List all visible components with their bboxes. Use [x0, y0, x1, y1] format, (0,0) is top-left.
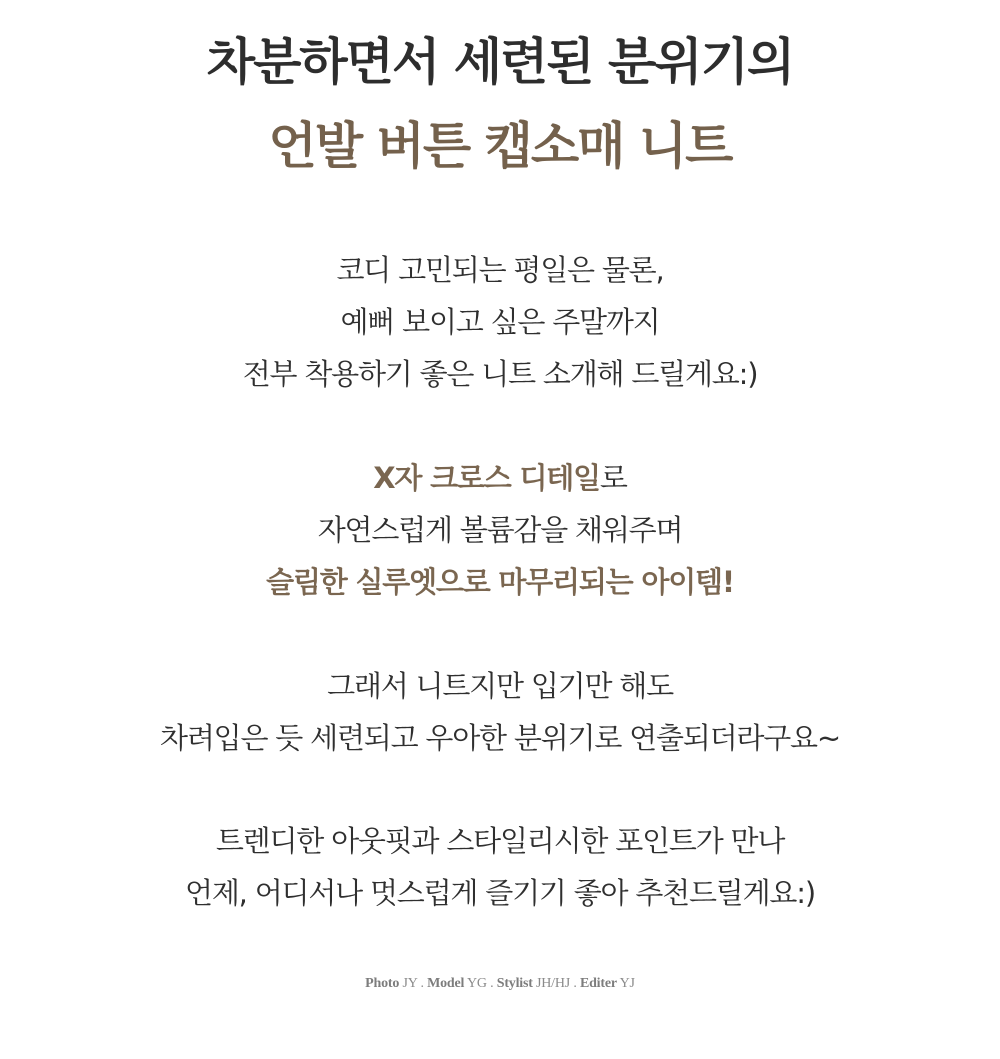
credit-separator: . — [420, 976, 424, 991]
mood-paragraph — [0, 660, 1000, 764]
detail-line — [0, 452, 1000, 504]
credit-model-value: YG — [466, 976, 487, 991]
intro-paragraph — [0, 244, 1000, 400]
headline-primary: 차분하면서 세련된 분위기의 — [206, 33, 794, 91]
detail-accent-text: 슬림한 실루엣으로 마무리되는 아이템! — [266, 565, 734, 599]
credit-model-label: Model — [427, 976, 465, 991]
intro-line: 코디 고민되는 평일은 물론, — [336, 253, 664, 287]
credit-editor-value: YJ — [619, 976, 635, 991]
detail-line: 자연스럽게 볼륨감을 채워주며 — [317, 513, 683, 547]
headline-product-name: 언발 버튼 캡소매 니트 — [268, 117, 732, 175]
detail-line — [0, 556, 1000, 608]
recommend-line: 언제, 어디서나 멋스럽게 즐기기 좋아 추천드릴게요:) — [185, 876, 815, 910]
photo-credits — [0, 972, 1000, 996]
credit-separator: . — [490, 976, 494, 991]
intro-line: 예뻐 보이고 싶은 주말까지 — [340, 305, 660, 339]
credit-photo-label: Photo — [365, 976, 400, 991]
recommend-line: 트렌디한 아웃핏과 스타일리시한 포인트가 만나 — [215, 824, 785, 858]
detail-accent-text: X자 크로스 디테일 — [373, 461, 600, 495]
mood-line: 차려입은 듯 세련되고 우아한 분위기로 연출되더라구요~ — [160, 721, 840, 755]
detail-text: 로 — [599, 461, 627, 495]
mood-line: 그래서 니트지만 입기만 해도 — [327, 669, 673, 703]
credit-editor-label: Editer — [579, 976, 617, 991]
intro-line: 전부 착용하기 좋은 니트 소개해 드릴게요:) — [242, 357, 758, 391]
credit-photo-value: JY — [402, 976, 418, 991]
detail-paragraph — [0, 452, 1000, 608]
recommend-paragraph — [0, 815, 1000, 919]
credit-stylist-label: Stylist — [496, 976, 533, 991]
credit-stylist-value: JH/HJ — [536, 976, 571, 991]
credit-separator: . — [573, 976, 577, 991]
